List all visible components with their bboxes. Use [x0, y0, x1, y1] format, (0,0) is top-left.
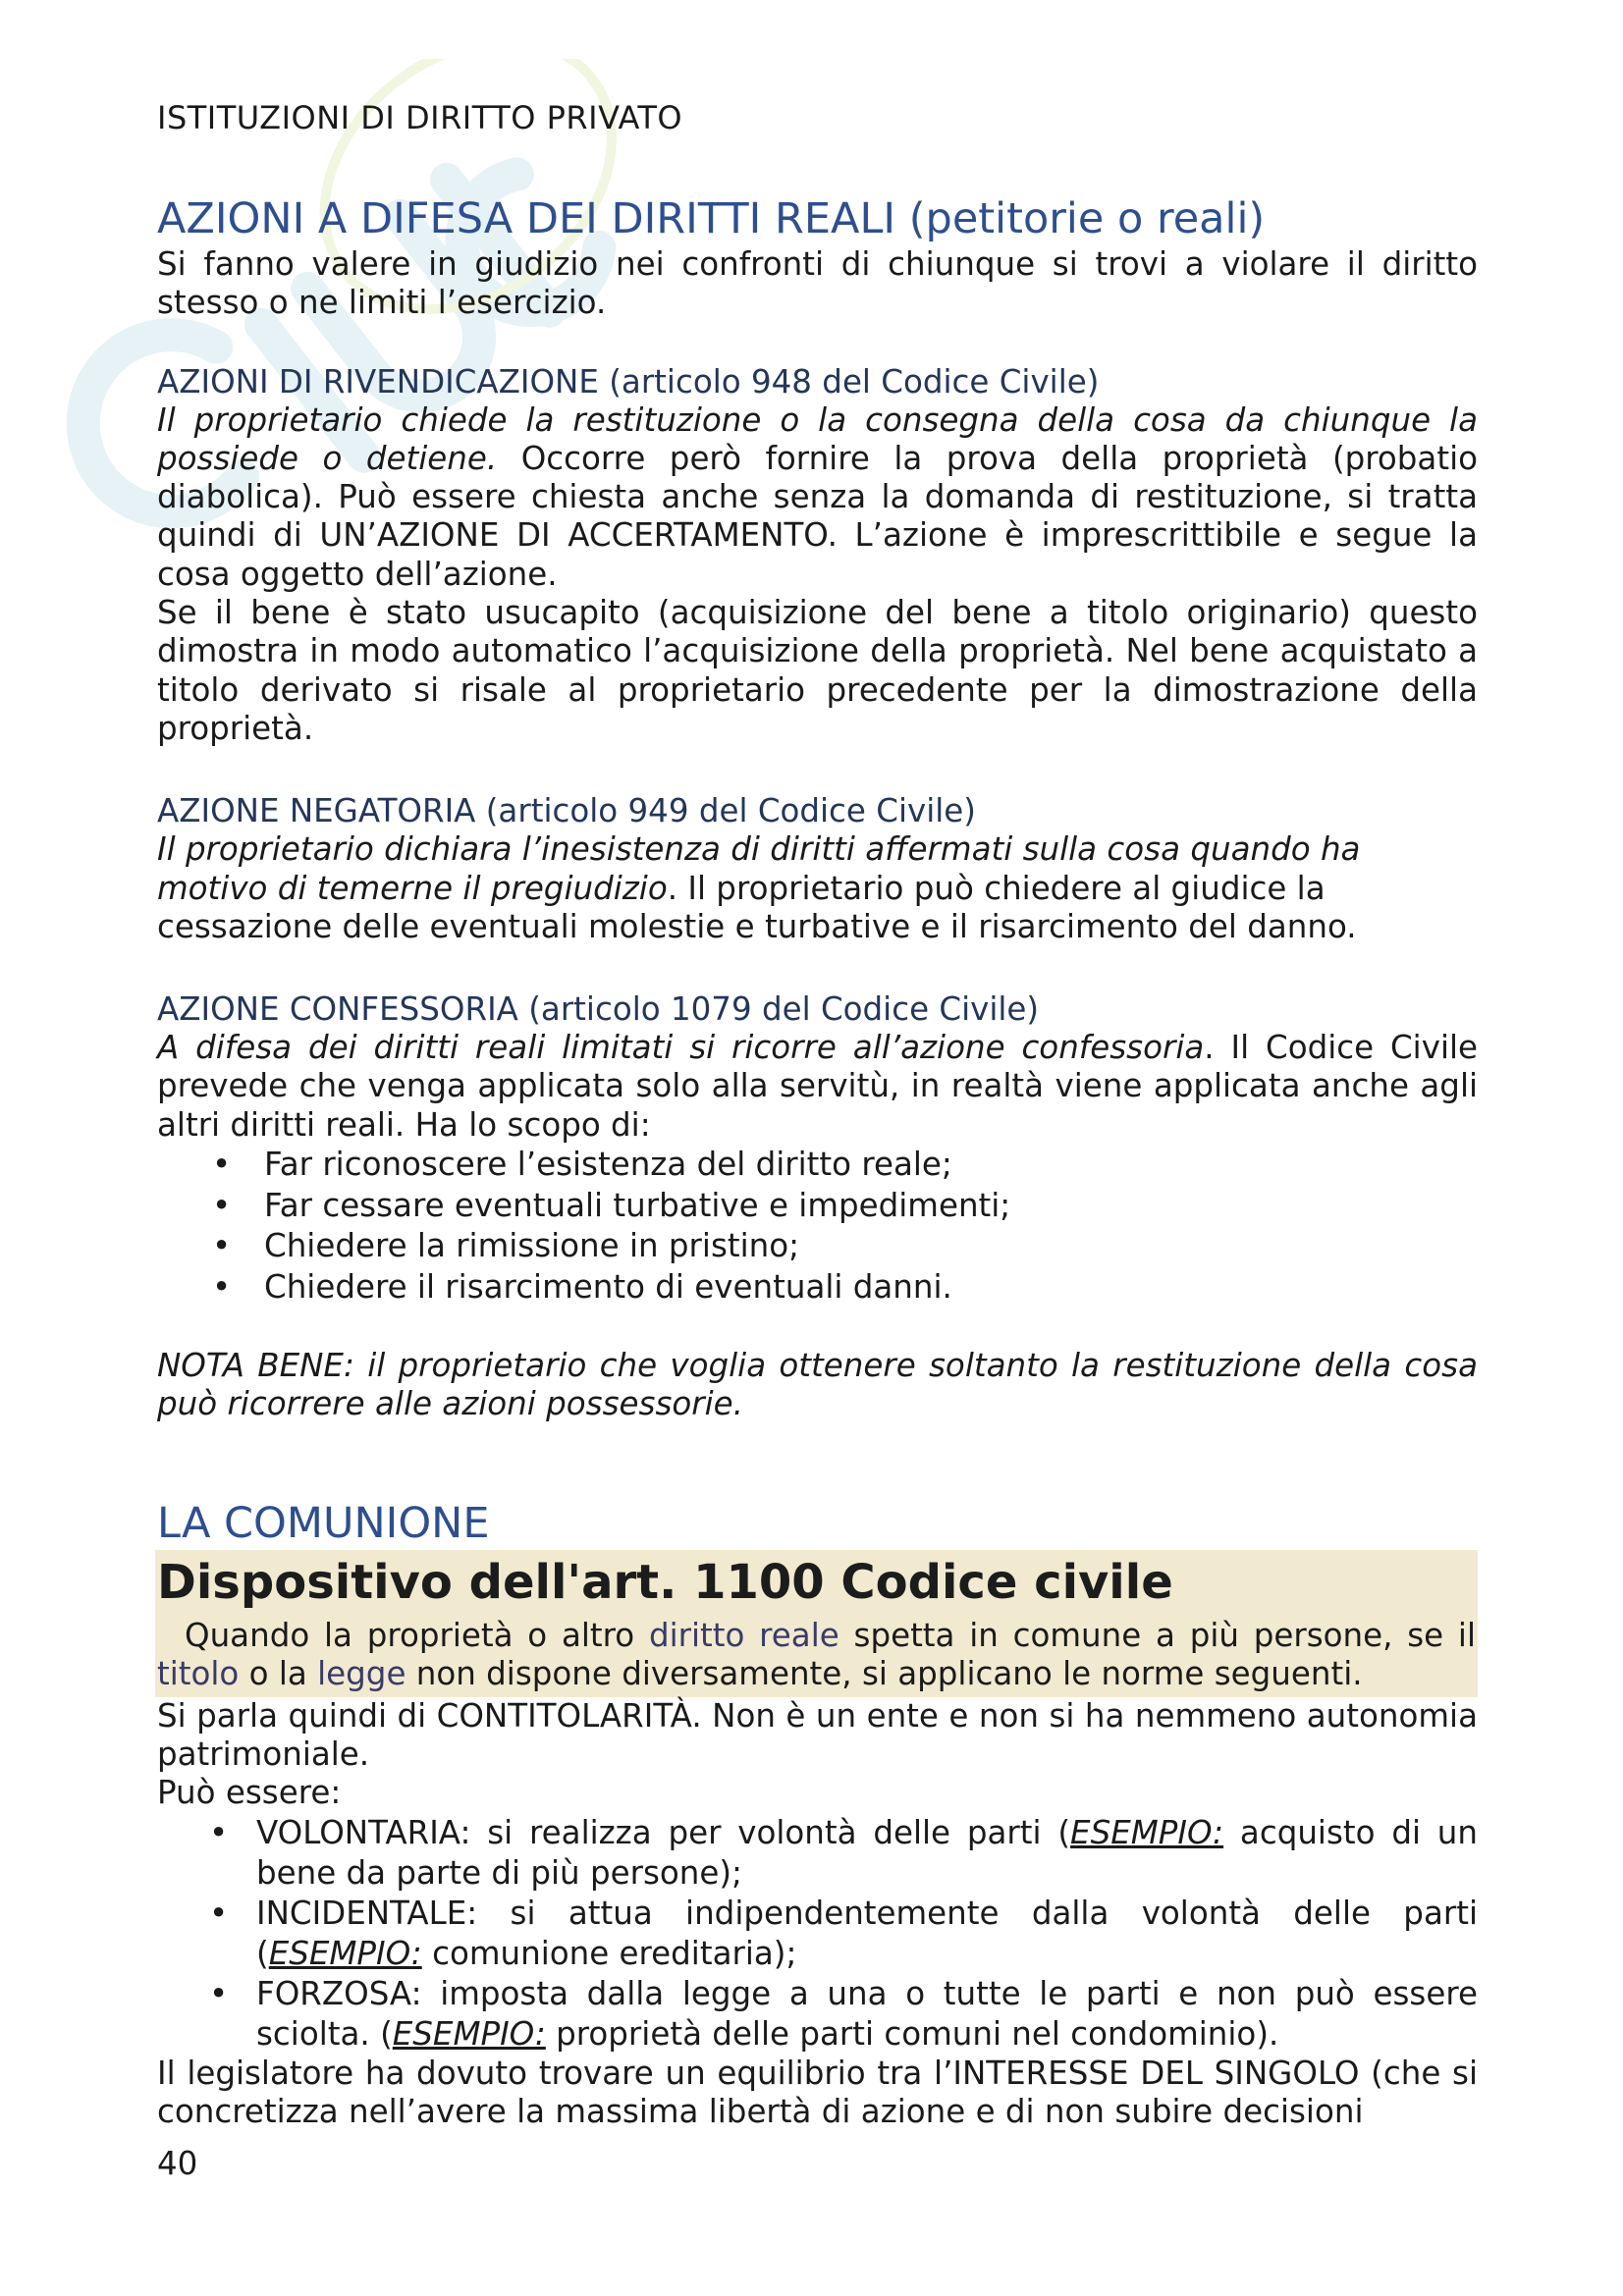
comunione-types-list [157, 1813, 1478, 2055]
subsection-title-confessoria: AZIONE CONFESSORIA (articolo 1079 del Codice Civile) [157, 990, 1040, 1029]
rivendicazione-text: Occorre però fornire la prova della proprietà (probatio diabolica). Può essere chiesta anche senza la domanda di restituzione, si tratta quindi di UN’AZIONE DI ACCERTAMENTO. L’azione è imprescrittibile e segue la cosa oggetto dell’azione. [157, 439, 1479, 593]
list-item: • VOLONTARIA: si realizza per volontà delle parti (ESEMPIO: acquisto di un bene da parte di più persone); [209, 1813, 1479, 1892]
confessoria-bullet-list [157, 1145, 1478, 1308]
confessoria-text: . Il Codice Civile prevede che venga applicata solo alla servitù, in realtà viene applicata anche agli altri diritti reali. Ha lo scopo di: [157, 1029, 1478, 1144]
link-titolo[interactable]: titolo [157, 1655, 240, 1693]
section-title-comunione: LA COMUNIONE [157, 1498, 490, 1548]
subsection-title-negatoria: AZIONE NEGATORIA (articolo 949 del Codice Civile) [157, 792, 976, 830]
example-label: ESEMPIO: [1070, 1813, 1224, 1851]
section-title-azioni-difesa: AZIONI A DIFESA DEI DIRITTI REALI (petitorie o reali) [157, 194, 1266, 243]
comunione-paragraph-2: Può essere: [157, 1774, 342, 1812]
link-diritto-reale[interactable]: diritto reale [648, 1616, 839, 1654]
bullet-icon: • [209, 1974, 229, 2012]
rivendicazione-paragraph [157, 401, 1478, 594]
dispositivo-text: Quando la proprietà o altro diritto reale spetta in comune a più persone, se il titolo o la legge non dispone diversamente, si applicano le norme seguenti. [157, 1616, 1476, 1693]
bullet-icon: • [212, 1227, 232, 1265]
running-head: ISTITUZIONI DI DIRITTO PRIVATO [157, 99, 683, 136]
page-number: 40 [157, 2145, 198, 2182]
negatoria-text: . Il proprietario può chiedere al giudice la cessazione delle eventuali molestie e turbative e il risarcimento del danno. [157, 869, 1357, 945]
list-item: • FORZOSA: imposta dalla legge a una o tutte le parti e non può essere sciolta. (ESEMPIO: proprietà delle parti comuni nel condominio). [209, 1974, 1478, 2053]
list-item: • Chiedere la rimissione in pristino; [157, 1226, 1478, 1267]
list-item: • INCIDENTALE: si attua indipendentemente dalla volontà delle parti (ESEMPIO: comunione ereditaria); [209, 1894, 1478, 1972]
rivendicazione-paragraph-2: Se il bene è stato usucapito (acquisizione del bene a titolo originario) questo dimostra in modo automatico l’acquisizione della proprietà. Nel bene acquistato a titolo derivato si risale al proprietario precedente per la dimostrazione della proprietà. [157, 594, 1478, 747]
example-label: ESEMPIO: [392, 2014, 546, 2053]
list-item: • Far cessare eventuali turbative e impedimenti; [157, 1186, 1478, 1227]
subsection-title-rivendicazione: AZIONI DI RIVENDICAZIONE (articolo 948 del Codice Civile) [157, 362, 1100, 400]
bullet-icon: • [212, 1267, 232, 1306]
bullet-icon: • [209, 1813, 229, 1851]
dispositivo-box [155, 1550, 1478, 1697]
example-label: ESEMPIO: [268, 1934, 422, 1972]
negatoria-paragraph [157, 830, 1478, 946]
negatoria-italic-lead: Il proprietario dichiara l’inesistenza di diritti affermati sulla cosa quando ha motivo di temerne il pregiudizio [157, 830, 1361, 907]
list-item: • Chiedere il risarcimento di eventuali danni. [157, 1267, 1478, 1308]
comunione-paragraph-3: Il legislatore ha dovuto trovare un equilibrio tra l’INTERESSE DEL SINGOLO (che si concretizza nell’avere la massima libertà di azione e di non subire decisioni [157, 2054, 1478, 2130]
confessoria-paragraph [157, 1029, 1478, 1145]
confessoria-italic-lead: A difesa dei diritti reali limitati si ricorre all’azione confessoria [157, 1029, 1205, 1067]
section-intro: Si fanno valere in giudizio nei confronti di chiunque si trovi a violare il diritto stesso o ne limiti l’esercizio. [157, 245, 1478, 322]
link-legge[interactable]: legge [317, 1655, 406, 1693]
rivendicazione-italic-lead: Il proprietario chiede la restituzione o la consegna della cosa da chiunque la possiede o detiene. [157, 400, 1478, 477]
nota-bene: NOTA BENE: il proprietario che voglia ottenere soltanto la restituzione della cosa può ricorrere alle azioni possessorie. [157, 1347, 1478, 1423]
bullet-icon: • [212, 1186, 232, 1224]
comunione-paragraph-1: Si parla quindi di CONTITOLARITÀ. Non è un ente e non si ha nemmeno autonomia patrimoniale. [157, 1696, 1478, 1773]
list-item: • Far riconoscere l’esistenza del diritto reale; [157, 1145, 1478, 1186]
bullet-icon: • [212, 1146, 232, 1184]
page-content [157, 94, 1478, 2131]
bullet-icon: • [209, 1894, 229, 1932]
dispositivo-title: Dispositivo dell'art. 1100 Codice civile [157, 1554, 1173, 1610]
